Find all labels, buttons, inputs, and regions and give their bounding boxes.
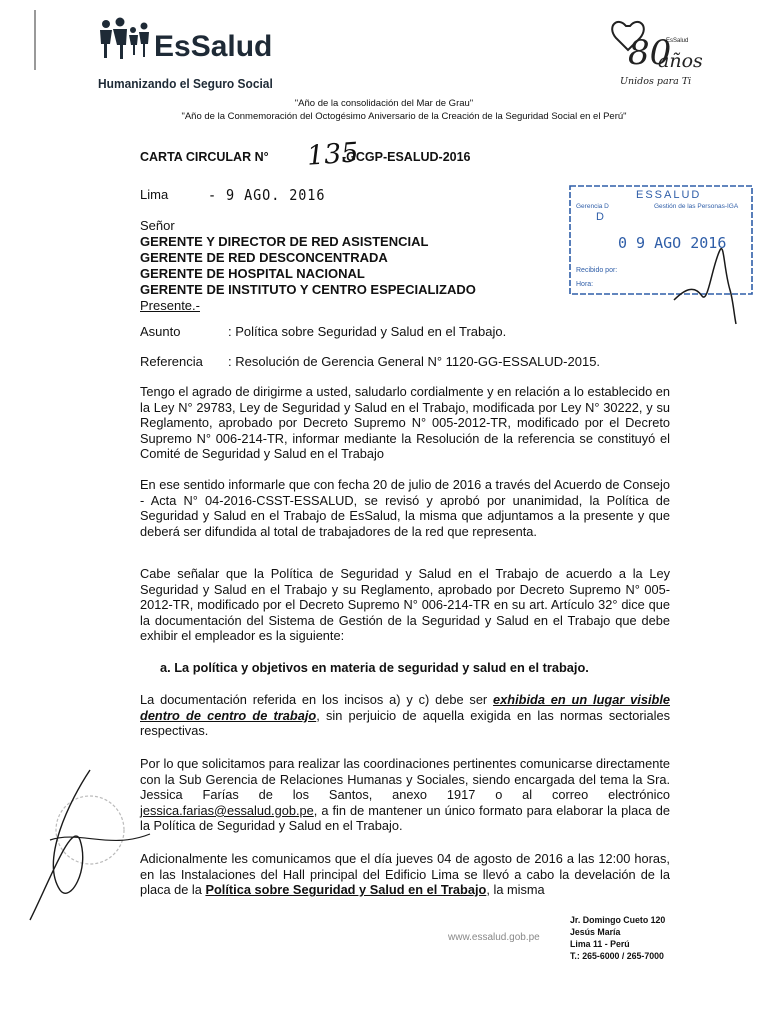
carta-suffix: -GCGP-ESALUD-2016 <box>342 150 471 164</box>
recipient-line: GERENTE Y DIRECTOR DE RED ASISTENCIAL <box>140 234 429 249</box>
anniversary-80-logo <box>608 12 704 92</box>
essalud-logo <box>96 14 296 91</box>
referencia-label: Referencia <box>140 354 203 369</box>
footer-address-line: T.: 265-6000 / 265-7000 <box>570 951 664 961</box>
recipient-line: GERENTE DE HOSPITAL NACIONAL <box>140 266 365 281</box>
paragraph-1: Tengo el agrado de dirigirme a usted, saludarlo cordialmente y en relación a lo establecido en la Ley N° 29783, Ley de Seguridad y Salud en el Trabajo, modificada por Ley N° 30222, y su Reglamento, aprobado por Decreto Supremo N° 005-2012-TR, modificado por el Decreto Supremo N° 006-214-TR, informar mediante la Resolución de la referencia se constituyó el Comité de Seguridad y Salud en el Trabajo <box>140 384 670 462</box>
stamp-date: 0 9 AGO 2016 <box>618 234 727 252</box>
anniv-number: 80 <box>628 33 672 73</box>
anniv-small: EsSalud <box>666 38 689 44</box>
paragraph-2: En ese sentido informarle que con fecha 20 de julio de 2016 a través del Acuerdo de Consejo - Acta N° 04-2016-CSST-ESSALUD, se revisó y aprobó por unanimidad, la Política de Seguridad y Salud en el Trabajo de EsSalud, la misma que adjuntamos a la presente y que deberá ser difundida al total de trabajadores de la red que representa. <box>140 477 670 539</box>
signature-with-seal <box>20 760 170 940</box>
footer-address-line: Jr. Domingo Cueto 120 <box>570 915 666 925</box>
brand-name: EsSalud <box>154 30 273 63</box>
p4-start: La documentación referida en los incisos a) y c) debe ser <box>140 692 494 707</box>
brand-tagline: Humanizando el Seguro Social <box>98 76 273 91</box>
stamp-line1b: Gestión de las Personas-IGA <box>654 203 739 210</box>
family-logo-icon <box>96 14 286 64</box>
p4-end: , sin perjuicio de aquella exigida en las normas sectoriales respectivas. <box>140 707 670 739</box>
carta-label: CARTA CIRCULAR N° <box>140 150 269 164</box>
motto-2: "Año de la Conmemoración del Octogésimo Aniversario de la Creación de la Seguridad Social en el Perú" <box>181 111 627 122</box>
item-a: a. La política y objetivos en materia de seguridad y salud en el trabajo. <box>160 660 589 675</box>
referencia-value: : Resolución de Gerencia General N° 1120-GG-ESSALUD-2015. <box>228 354 601 369</box>
anniv-word: años <box>658 50 703 72</box>
paragraph-6 <box>140 851 670 898</box>
p6-end: , la misma <box>486 882 545 898</box>
anniv-slogan: Unidos para Ti <box>620 76 692 87</box>
paragraph-4 <box>140 692 670 739</box>
p6-start: Adicionalmente les comunicamos que el día jueves 04 de agosto de 2016 a las 12:00 horas, en las Instalaciones del Hall principal del Edificio Lima se llevó a cabo la develación de la placa de la <box>140 851 670 898</box>
scan-mark <box>34 10 36 70</box>
letter-date: - 9 AGO. 2016 <box>208 186 326 204</box>
paragraph-3: Cabe señalar que la Política de Seguridad y Salud en el Trabajo de acuerdo a la Ley Seguridad y Salud en el Trabajo y su Reglamento, aprobado por Decreto Supremo N° 005-2012-TR, modificado por el Decreto Supremo N° 006-214-TR en su art. Artículo 32° dice que la documentación del Sistema de Gestión de la Seguridad y Salud en el Trabajo que debe exhibir el empleador es la siguiente: <box>140 566 670 644</box>
stamp-signature <box>668 240 748 330</box>
p5-start: Por lo que solicitamos para realizar las coordinaciones pertinentes comunicarse directamente con la Sub Gerencia de Relaciones Humanas y Sociales, siendo encargada del tema la Sra. Jessica Farías de los Santos, anexo 1917 o al correo electrónico <box>140 756 670 803</box>
stamp-org: ESSALUD <box>636 189 702 201</box>
footer-address <box>570 914 665 962</box>
footer-address-line: Lima 11 - Perú <box>570 939 630 949</box>
asunto-label: Asunto <box>140 324 181 339</box>
footer-website[interactable]: www.essalud.gob.pe <box>448 932 540 943</box>
recipient-line: GERENTE DE INSTITUTO Y CENTRO ESPECIALIZADO <box>140 282 476 297</box>
recipients-block <box>140 218 476 314</box>
p5-end: , a fin de mantener un único formato para elaborar la placa de la Política de Seguridad y Salud en el Trabajo. <box>140 802 670 834</box>
paragraph-5 <box>140 756 670 834</box>
stamp-line1: Gerencia D <box>576 203 609 210</box>
city: Lima <box>140 187 169 202</box>
p4-emphasis: exhibida en un lugar visible dentro de centro de trabajo <box>140 692 670 723</box>
email-link[interactable]: jessica.farias@essalud.gob.pe <box>140 802 314 818</box>
presente: Presente.- <box>140 298 200 313</box>
motto-1: "Año de la consolidación del Mar de Grau" <box>294 98 474 109</box>
asunto-value: : Política sobre Seguridad y Salud en el Trabajo. <box>228 324 507 339</box>
stamp-hour: Hora: <box>576 281 594 288</box>
salutation: Señor <box>140 218 175 233</box>
stamp-received: Recibido por: <box>576 267 618 274</box>
carta-number: 135 <box>305 137 360 172</box>
footer-address-line: Jesús María <box>570 927 621 937</box>
p6-bold: Política sobre Seguridad y Salud en el Trabajo <box>205 882 487 898</box>
recipient-line: GERENTE DE RED DESCONCENTRADA <box>140 250 388 265</box>
round-seal <box>56 796 124 864</box>
stamp-line2: D <box>596 211 604 223</box>
